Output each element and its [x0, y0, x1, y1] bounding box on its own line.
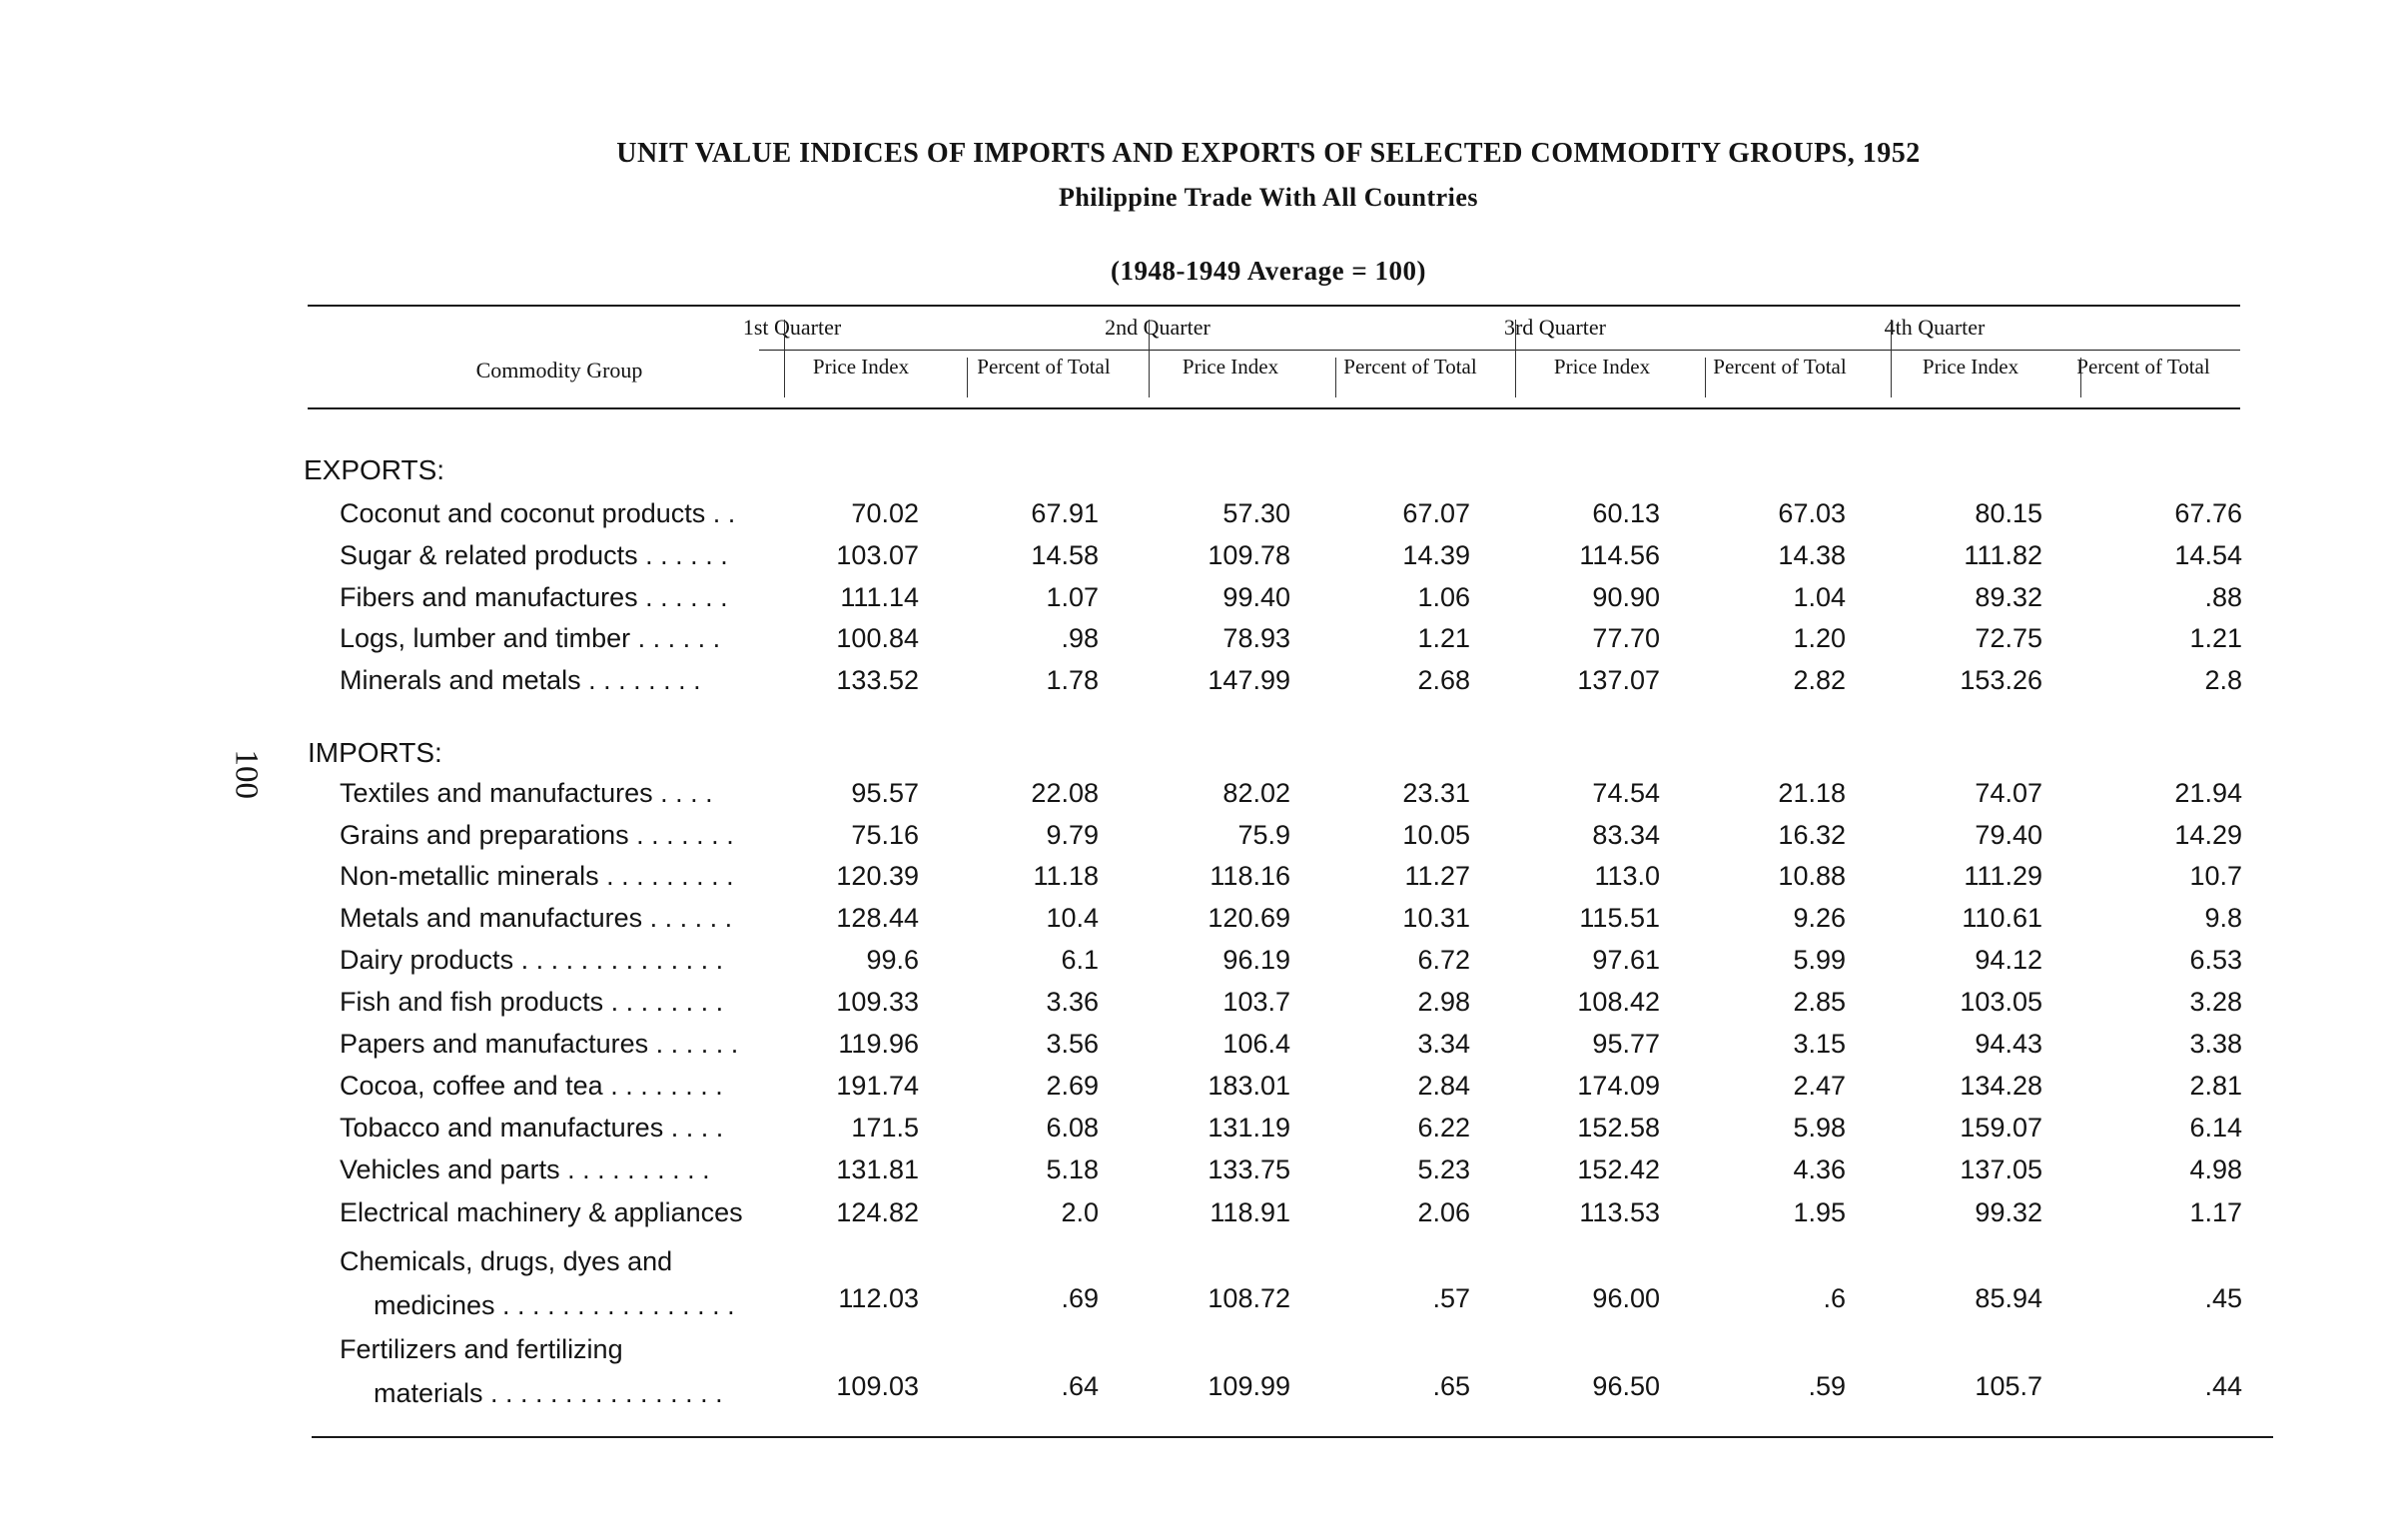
price-index-cell: 114.56 — [1579, 540, 1660, 570]
table-row — [0, 1071, 2408, 1111]
percent-of-total-cell: 6.53 — [2189, 945, 2242, 975]
table-row — [0, 987, 2408, 1027]
price-index-cell: 83.34 — [1592, 820, 1660, 850]
percent-of-total-cell: 9.79 — [1046, 820, 1099, 850]
commodity-name — [340, 778, 799, 809]
percent-of-total-cell: .88 — [2204, 582, 2242, 612]
percent-of-total-cell: 1.21 — [2189, 623, 2242, 653]
page-number: 100 — [228, 749, 265, 799]
price-index-cell: 118.16 — [1209, 861, 1290, 891]
price-index-cell: 109.03 — [836, 1371, 919, 1401]
percent-of-total-cell: 3.28 — [2189, 987, 2242, 1017]
subheader-price-index: Price Index — [1922, 355, 2019, 379]
commodity-name — [340, 903, 799, 934]
percent-of-total-cell: 2.8 — [2204, 665, 2242, 695]
price-index-cell: 137.07 — [1577, 665, 1660, 695]
percent-of-total-cell: 3.15 — [1793, 1029, 1846, 1059]
commodity-name-line: Minerals and metals . . . . . . . . — [340, 665, 701, 695]
price-index-cell: 96.00 — [1592, 1283, 1660, 1313]
percent-of-total-cell: 2.47 — [1793, 1071, 1846, 1101]
commodity-name-line: Fertilizers and fertilizing — [340, 1334, 623, 1364]
percent-of-total-cell: 9.8 — [2204, 903, 2242, 933]
base-note: (1948-1949 Average = 100) — [1110, 256, 1427, 286]
price-index-cell: 133.75 — [1207, 1154, 1290, 1184]
subheader-percent-of-total: Percent of Total — [1343, 355, 1477, 379]
commodity-name-line: Tobacco and manufactures . . . . — [340, 1113, 724, 1143]
percent-of-total-cell: .65 — [1432, 1371, 1470, 1401]
percent-of-total-cell: 3.38 — [2189, 1029, 2242, 1059]
percent-of-total-cell: 4.98 — [2189, 1154, 2242, 1184]
price-index-cell: 128.44 — [836, 903, 919, 933]
percent-of-total-cell: 2.98 — [1417, 987, 1470, 1017]
header-column-divider — [2080, 358, 2081, 397]
price-index-cell: 72.75 — [1975, 623, 2042, 653]
commodity-name-line: Sugar & related products . . . . . . — [340, 540, 728, 570]
rule-top — [308, 305, 2240, 307]
percent-of-total-cell: 67.91 — [1031, 498, 1099, 528]
table-row — [0, 1246, 2408, 1323]
price-index-cell: 94.12 — [1975, 945, 2042, 975]
price-index-cell: 74.54 — [1592, 778, 1660, 808]
percent-of-total-cell: 1.17 — [2189, 1197, 2242, 1227]
percent-of-total-cell: 1.78 — [1046, 665, 1099, 695]
percent-of-total-cell: 16.32 — [1778, 820, 1846, 850]
commodity-name — [340, 1154, 799, 1185]
subheader-price-index: Price Index — [1182, 355, 1279, 379]
table-row — [0, 540, 2408, 580]
price-index-cell: 89.32 — [1975, 582, 2042, 612]
price-index-cell: 111.82 — [1964, 540, 2042, 570]
table-row — [0, 778, 2408, 818]
price-index-cell: 103.05 — [1960, 987, 2042, 1017]
header-column-divider — [1335, 358, 1336, 397]
percent-of-total-cell: 5.18 — [1046, 1154, 1099, 1184]
percent-of-total-cell: 2.82 — [1793, 665, 1846, 695]
table-row — [0, 903, 2408, 943]
price-index-cell: 97.61 — [1592, 945, 1660, 975]
commodity-name-line: Dairy products . . . . . . . . . . . . . . — [340, 945, 724, 975]
quarter-header-1: 1st Quarter — [742, 315, 842, 340]
price-index-cell: 120.69 — [1207, 903, 1290, 933]
percent-of-total-cell: 3.34 — [1417, 1029, 1470, 1059]
percent-of-total-cell: 2.68 — [1417, 665, 1470, 695]
price-index-cell: 80.15 — [1975, 498, 2042, 528]
price-index-cell: 78.93 — [1222, 623, 1290, 653]
percent-of-total-cell: 21.18 — [1778, 778, 1846, 808]
price-index-cell: 60.13 — [1592, 498, 1660, 528]
commodity-name — [340, 1071, 799, 1102]
percent-of-total-cell: 11.18 — [1033, 861, 1099, 891]
header-column-divider — [1891, 320, 1892, 397]
subheader-percent-of-total: Percent of Total — [977, 355, 1111, 379]
price-index-cell: 131.19 — [1207, 1113, 1290, 1143]
percent-of-total-cell: 5.99 — [1793, 945, 1846, 975]
commodity-name-line: Grains and preparations . . . . . . . — [340, 820, 734, 850]
price-index-cell: 112.03 — [838, 1283, 919, 1313]
price-index-cell: 106.4 — [1222, 1029, 1290, 1059]
table-row — [0, 1113, 2408, 1152]
percent-of-total-cell: .57 — [1432, 1283, 1470, 1313]
column-header-commodity-group: Commodity Group — [475, 358, 643, 383]
price-index-cell: 109.78 — [1207, 540, 1290, 570]
price-index-cell: 100.84 — [836, 623, 919, 653]
price-index-cell: 105.7 — [1975, 1371, 2042, 1401]
commodity-name-line: Cocoa, coffee and tea . . . . . . . . — [340, 1071, 723, 1101]
percent-of-total-cell: 5.23 — [1417, 1154, 1470, 1184]
price-index-cell: 77.70 — [1592, 623, 1660, 653]
header-column-divider — [784, 320, 785, 397]
percent-of-total-cell: .44 — [2204, 1371, 2242, 1401]
price-index-cell: 82.02 — [1222, 778, 1290, 808]
rule-bottom — [312, 1436, 2273, 1438]
percent-of-total-cell: 1.07 — [1046, 582, 1099, 612]
percent-of-total-cell: 10.4 — [1046, 903, 1099, 933]
header-column-divider — [1515, 320, 1516, 397]
price-index-cell: 124.82 — [836, 1197, 919, 1227]
price-index-cell: 147.99 — [1207, 665, 1290, 695]
commodity-name — [340, 820, 799, 851]
commodity-name-line: Coconut and coconut products . . — [340, 498, 736, 528]
subheader-percent-of-total: Percent of Total — [2076, 355, 2210, 379]
price-index-cell: 152.42 — [1577, 1154, 1660, 1184]
header-column-divider — [967, 358, 968, 397]
price-index-cell: 109.99 — [1207, 1371, 1290, 1401]
commodity-name — [340, 540, 799, 571]
table-row — [0, 1334, 2408, 1411]
price-index-cell: 119.96 — [838, 1029, 919, 1059]
percent-of-total-cell: 1.95 — [1793, 1197, 1846, 1227]
commodity-name — [340, 861, 799, 892]
percent-of-total-cell: 3.36 — [1046, 987, 1099, 1017]
commodity-name-line: Papers and manufactures . . . . . . — [340, 1029, 739, 1059]
percent-of-total-cell: 22.08 — [1031, 778, 1099, 808]
price-index-cell: 96.50 — [1592, 1371, 1660, 1401]
price-index-cell: 113.53 — [1579, 1197, 1660, 1227]
commodity-name-line: Vehicles and parts . . . . . . . . . . — [340, 1154, 710, 1184]
price-index-cell: 174.09 — [1577, 1071, 1660, 1101]
commodity-name — [340, 623, 799, 654]
subheader-percent-of-total: Percent of Total — [1713, 355, 1847, 379]
commodity-name-line: Logs, lumber and timber . . . . . . — [340, 623, 721, 653]
percent-of-total-cell: 6.22 — [1417, 1113, 1470, 1143]
commodity-name — [340, 987, 799, 1018]
section-imports: IMPORTS: — [308, 737, 442, 768]
price-index-cell: 131.81 — [836, 1154, 919, 1184]
commodity-name-line: Textiles and manufactures . . . . — [340, 778, 713, 808]
percent-of-total-cell: .64 — [1061, 1371, 1099, 1401]
percent-of-total-cell: 67.07 — [1402, 498, 1470, 528]
table-row — [0, 582, 2408, 622]
commodity-name — [340, 1239, 799, 1327]
table-subtitle: Philippine Trade With All Countries — [1058, 183, 1479, 212]
percent-of-total-cell: 11.27 — [1404, 861, 1470, 891]
price-index-cell: 109.33 — [836, 987, 919, 1017]
commodity-name-line: Electrical machinery & appliances — [340, 1197, 743, 1227]
table-title: UNIT VALUE INDICES OF IMPORTS AND EXPORTS OF SELECTED COMMODITY GROUPS, 1952 — [616, 138, 1921, 169]
quarter-header-4: 4th Quarter — [1884, 315, 1986, 340]
price-index-cell: 108.42 — [1577, 987, 1660, 1017]
price-index-cell: 133.52 — [836, 665, 919, 695]
commodity-name-line: medicines . . . . . . . . . . . . . . . . — [374, 1290, 735, 1320]
price-index-cell: 70.02 — [851, 498, 919, 528]
price-index-cell: 94.43 — [1975, 1029, 2042, 1059]
price-index-cell: 74.07 — [1975, 778, 2042, 808]
price-index-cell: 75.9 — [1237, 820, 1290, 850]
commodity-name — [340, 582, 799, 613]
commodity-name-line: Fibers and manufactures . . . . . . — [340, 582, 728, 612]
subheader-price-index: Price Index — [1553, 355, 1651, 379]
price-index-cell: 137.05 — [1960, 1154, 2042, 1184]
percent-of-total-cell: 14.39 — [1402, 540, 1470, 570]
subheader-price-index: Price Index — [812, 355, 910, 379]
commodity-name — [340, 1197, 799, 1228]
percent-of-total-cell: 6.08 — [1046, 1113, 1099, 1143]
quarter-header-3: 3rd Quarter — [1503, 315, 1606, 340]
percent-of-total-cell: 10.88 — [1778, 861, 1846, 891]
price-index-cell: 110.61 — [1962, 903, 2042, 933]
price-index-cell: 118.91 — [1209, 1197, 1290, 1227]
quarter-header-2: 2nd Quarter — [1105, 315, 1210, 340]
percent-of-total-cell: 6.1 — [1061, 945, 1099, 975]
table-row — [0, 498, 2408, 538]
percent-of-total-cell: 5.98 — [1793, 1113, 1846, 1143]
percent-of-total-cell: 2.06 — [1417, 1197, 1470, 1227]
percent-of-total-cell: .98 — [1061, 623, 1099, 653]
price-index-cell: 191.74 — [836, 1071, 919, 1101]
percent-of-total-cell: 6.72 — [1417, 945, 1470, 975]
percent-of-total-cell: .69 — [1061, 1283, 1099, 1313]
percent-of-total-cell: .45 — [2204, 1283, 2242, 1313]
price-index-cell: 57.30 — [1222, 498, 1290, 528]
commodity-name-line: materials . . . . . . . . . . . . . . . . — [374, 1378, 723, 1408]
table-row — [0, 1029, 2408, 1069]
percent-of-total-cell: 23.31 — [1402, 778, 1470, 808]
commodity-name-line: Metals and manufactures . . . . . . — [340, 903, 733, 933]
price-index-cell: 134.28 — [1960, 1071, 2042, 1101]
commodity-name-line: Fish and fish products . . . . . . . . — [340, 987, 724, 1017]
price-index-cell: 159.07 — [1960, 1113, 2042, 1143]
table-row — [0, 820, 2408, 860]
price-index-cell: 171.5 — [851, 1113, 919, 1143]
percent-of-total-cell: 67.03 — [1778, 498, 1846, 528]
price-index-cell: 95.57 — [851, 778, 919, 808]
commodity-name-line: Chemicals, drugs, dyes and — [340, 1246, 673, 1276]
table-row — [0, 1197, 2408, 1237]
price-index-cell: 111.29 — [1964, 861, 2042, 891]
price-index-cell: 111.14 — [840, 582, 919, 612]
price-index-cell: 99.40 — [1222, 582, 1290, 612]
percent-of-total-cell: .6 — [1823, 1283, 1846, 1313]
percent-of-total-cell: 67.76 — [2174, 498, 2242, 528]
percent-of-total-cell: 14.58 — [1031, 540, 1099, 570]
percent-of-total-cell: 14.54 — [2174, 540, 2242, 570]
commodity-name — [340, 1029, 799, 1060]
price-index-cell: 90.90 — [1592, 582, 1660, 612]
price-index-cell: 113.0 — [1594, 861, 1660, 891]
percent-of-total-cell: 10.05 — [1402, 820, 1470, 850]
percent-of-total-cell: 1.20 — [1793, 623, 1846, 653]
percent-of-total-cell: 2.69 — [1046, 1071, 1099, 1101]
percent-of-total-cell: 3.56 — [1046, 1029, 1099, 1059]
percent-of-total-cell: 9.26 — [1793, 903, 1846, 933]
commodity-name — [340, 1113, 799, 1144]
price-index-cell: 183.01 — [1207, 1071, 1290, 1101]
commodity-name-line: Non-metallic minerals . . . . . . . . . — [340, 861, 734, 891]
percent-of-total-cell: 1.06 — [1417, 582, 1470, 612]
table-row — [0, 665, 2408, 705]
price-index-cell: 115.51 — [1579, 903, 1660, 933]
rule-header-bottom — [308, 407, 2240, 409]
table-row — [0, 945, 2408, 985]
section-exports: EXPORTS: — [304, 454, 445, 485]
percent-of-total-cell: .59 — [1808, 1371, 1846, 1401]
percent-of-total-cell: 10.7 — [2189, 861, 2242, 891]
table-row — [0, 861, 2408, 901]
percent-of-total-cell: 14.29 — [2174, 820, 2242, 850]
price-index-cell: 153.26 — [1960, 665, 2042, 695]
header-column-divider — [1149, 320, 1150, 397]
percent-of-total-cell: 2.85 — [1793, 987, 1846, 1017]
price-index-cell: 75.16 — [851, 820, 919, 850]
price-index-cell: 79.40 — [1975, 820, 2042, 850]
price-index-cell: 120.39 — [836, 861, 919, 891]
price-index-cell: 95.77 — [1592, 1029, 1660, 1059]
commodity-name — [340, 945, 799, 976]
price-index-cell: 103.07 — [836, 540, 919, 570]
price-index-cell: 99.32 — [1975, 1197, 2042, 1227]
percent-of-total-cell: 21.94 — [2174, 778, 2242, 808]
percent-of-total-cell: 1.04 — [1793, 582, 1846, 612]
percent-of-total-cell: 6.14 — [2189, 1113, 2242, 1143]
percent-of-total-cell: 2.0 — [1061, 1197, 1099, 1227]
percent-of-total-cell: 2.81 — [2189, 1071, 2242, 1101]
percent-of-total-cell: 2.84 — [1417, 1071, 1470, 1101]
table-row — [0, 1154, 2408, 1194]
percent-of-total-cell: 10.31 — [1402, 903, 1470, 933]
commodity-name — [340, 665, 799, 696]
price-index-cell: 99.6 — [866, 945, 919, 975]
commodity-name — [340, 498, 799, 529]
price-index-cell: 85.94 — [1975, 1283, 2042, 1313]
price-index-cell: 103.7 — [1222, 987, 1290, 1017]
price-index-cell: 108.72 — [1207, 1283, 1290, 1313]
commodity-name — [340, 1327, 799, 1415]
percent-of-total-cell: 4.36 — [1793, 1154, 1846, 1184]
header-column-divider — [1705, 358, 1706, 397]
table-row — [0, 623, 2408, 663]
price-index-cell: 96.19 — [1222, 945, 1290, 975]
price-index-cell: 152.58 — [1577, 1113, 1660, 1143]
percent-of-total-cell: 14.38 — [1778, 540, 1846, 570]
rule-subheader — [759, 350, 2240, 351]
percent-of-total-cell: 1.21 — [1417, 623, 1470, 653]
